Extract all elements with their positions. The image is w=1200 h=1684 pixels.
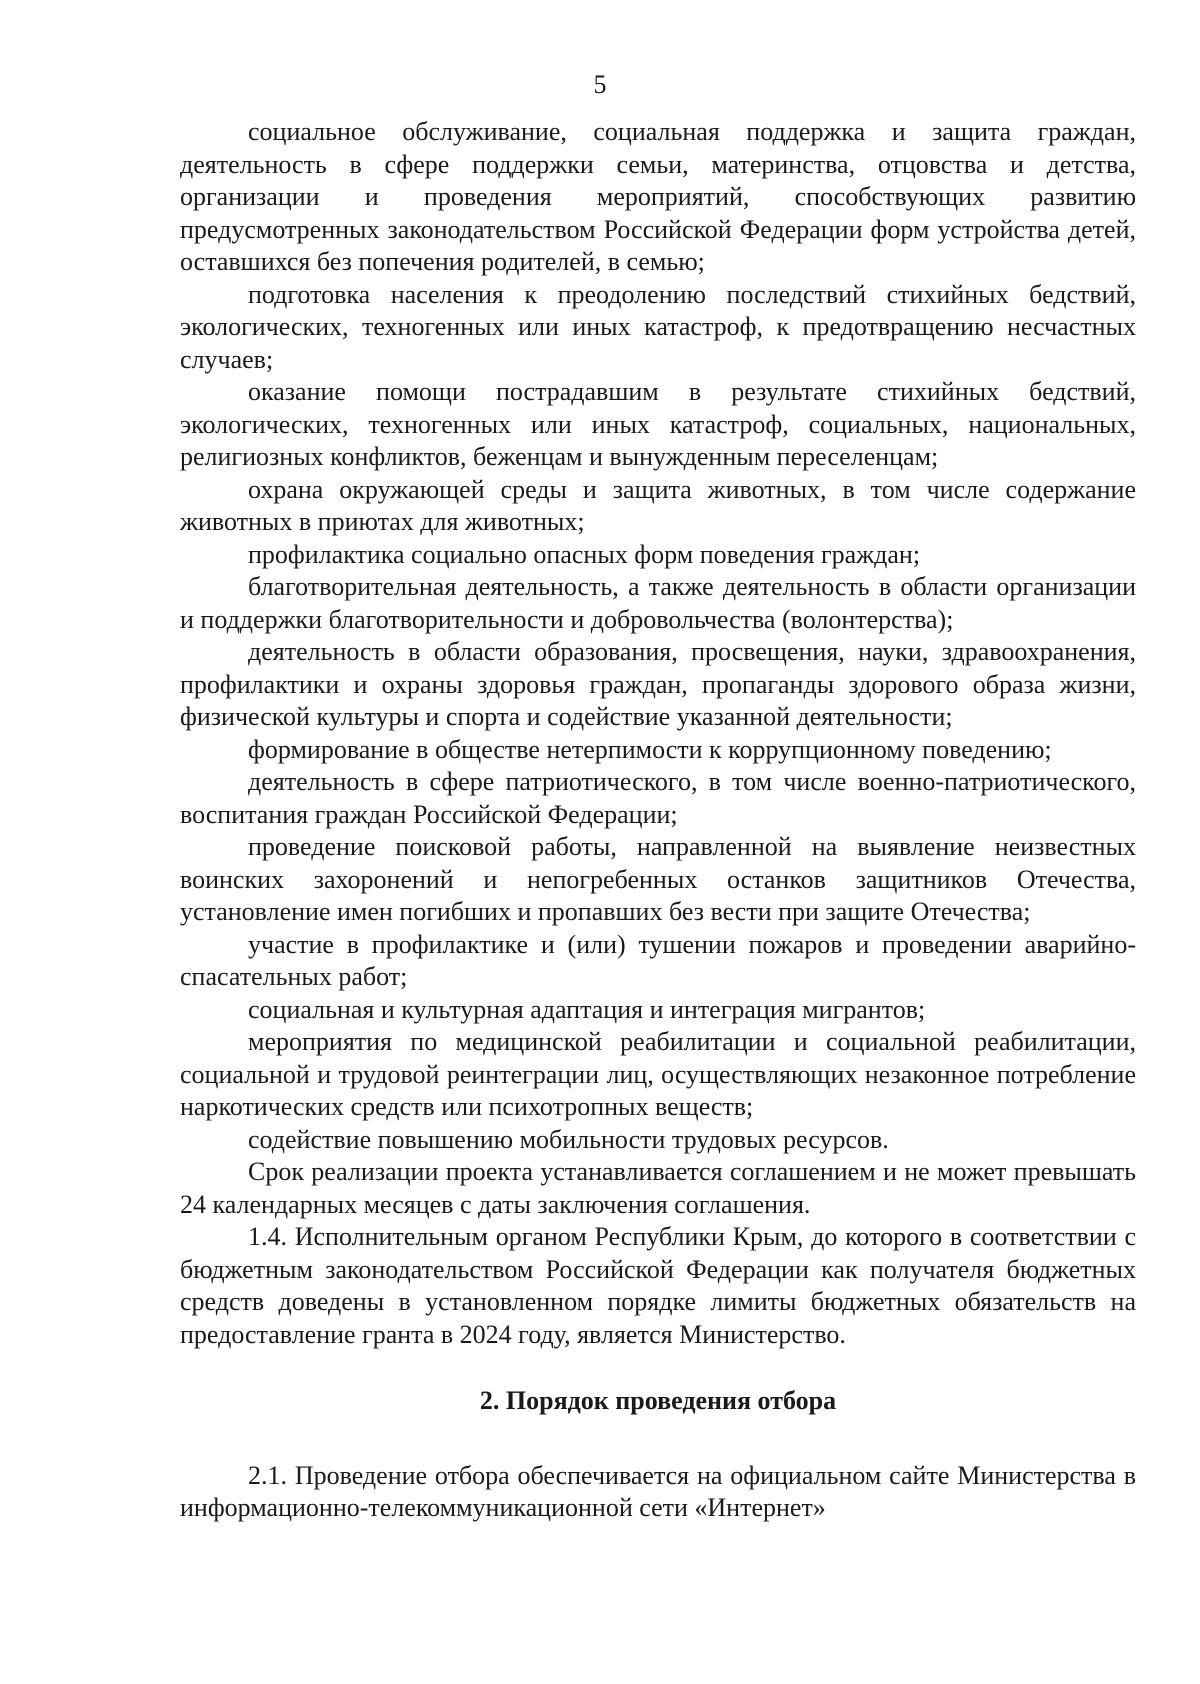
paragraph-1-4: 1.4. Исполнительным органом Республики Крым, до которого в соответствии с бюджетным законодательством Российской Федерации как получателя бюджетных средств доведены в установленном порядке лимиты бюджетных обязательств на предоставление гранта в 2024 году, является Министерство.	[180, 1222, 1136, 1349]
page-number: 5	[593, 70, 607, 99]
paragraph-labor-mobility: содействие повышению мобильности трудовых ресурсов.	[248, 1124, 889, 1154]
paragraph-search-work: проведение поисковой работы, направленной на выявление неизвестных воинских захоронений и непогребенных останков защитников Отечества, установление имен погибших и пропавших без вести при защите Отечества;	[180, 832, 1136, 926]
section-title: 2. Порядок проведения отбора	[479, 1386, 837, 1415]
paragraph-prevention: профилактика социально опасных форм поведения граждан;	[248, 539, 921, 569]
paragraph-charity: благотворительная деятельность, а также деятельность в области организации и поддержки благотворительности и добровольчества (волонтерства);	[180, 572, 1136, 634]
paragraph-fire-rescue: участие в профилактике и (или) тушении пожаров и проведении аварийно-спасательных работ;	[180, 929, 1136, 991]
paragraph-project-term: Срок реализации проекта устанавливается соглашением и не может превышать 24 календарных месяцев с даты заключения соглашения.	[180, 1157, 1136, 1219]
paragraph-anti-corruption: формирование в обществе нетерпимости к коррупционному поведению;	[248, 734, 1052, 764]
paragraph-2-1: 2.1. Проведение отбора обеспечивается на официальном сайте Министерства в информационно-телекоммуникационной сети «Интернет»	[180, 1460, 1136, 1522]
paragraph-victim-assistance: оказание помощи пострадавшим в результате стихийных бедствий, экологических, техногенных или иных катастроф, социальных, национальных, религиозных конфликтов, беженцам и вынужденным переселенцам;	[180, 377, 1136, 471]
paragraph-rehabilitation: мероприятия по медицинской реабилитации и социальной реабилитации, социальной и трудовой реинтеграции лиц, осуществляющих незаконное потребление наркотических средств или психотропных веществ;	[180, 1027, 1136, 1121]
paragraph-migrants: социальная и культурная адаптация и интеграция мигрантов;	[248, 994, 926, 1024]
paragraph-environment-protection: охрана окружающей среды и защита животных, в том числе содержание животных в приютах для животных;	[180, 474, 1136, 536]
paragraph-social-services: социальное обслуживание, социальная поддержка и защита граждан, деятельность в сфере поддержки семьи, материнства, отцовства и детства, организации и проведения мероприятий, способствующих развитию предусмотренных законодательством Российской Федерации форм устройства детей, оставшихся без попечения родителей, в семью;	[180, 117, 1136, 276]
paragraph-disaster-preparedness: подготовка населения к преодолению последствий стихийных бедствий, экологических, техногенных или иных катастроф, к предотвращению несчастных случаев;	[180, 279, 1136, 374]
paragraph-education-health: деятельность в области образования, просвещения, науки, здравоохранения, профилактики и охраны здоровья граждан, пропаганды здорового образа жизни, физической культуры и спорта и содействие указанной деятельности;	[180, 637, 1136, 731]
document-body	[180, 116, 1136, 1525]
paragraph-patriotic: деятельность в сфере патриотического, в том числе военно-патриотического, воспитания граждан Российской Федерации;	[180, 767, 1136, 829]
